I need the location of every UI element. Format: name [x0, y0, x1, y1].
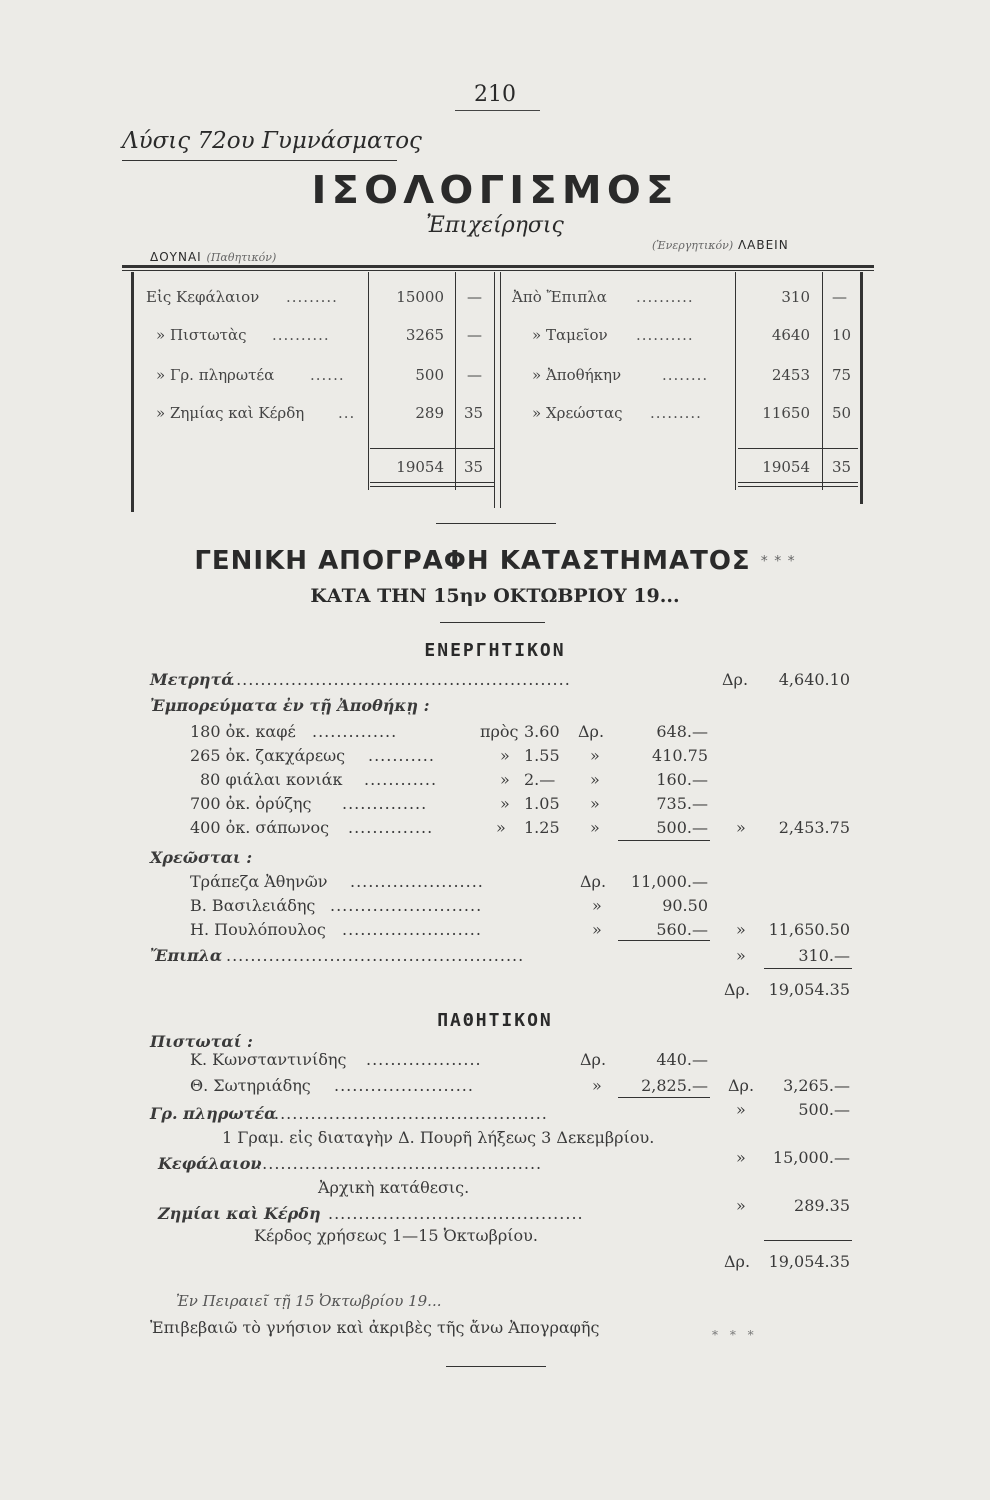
leader-dots: ................................................ — [250, 1154, 543, 1173]
subtotal-rule — [618, 1097, 710, 1098]
credit-row-label: » Ἀποθήκην — [532, 366, 622, 384]
debit-row-cents: — — [467, 288, 482, 306]
liabilities-heading: ΠΑΘΗΤΙΚΟΝ — [437, 1010, 553, 1031]
table-col-rule — [500, 272, 501, 508]
table-top-rule-thin — [122, 270, 874, 271]
debtors-label: Χρεῶσται : — [150, 848, 253, 867]
credit-row-cents: 10 — [832, 326, 852, 344]
goods-item-label: 265 ὀκ. ζακχάρεως — [190, 746, 346, 765]
debtor-label: Τράπεζα Ἀθηνῶν — [190, 872, 328, 891]
goods-item-currency: » — [590, 770, 600, 789]
debit-row-amount: 289 — [415, 404, 444, 422]
debit-header-label: ΔΟΥΝΑΙ — [150, 250, 202, 264]
balance-title: ΙΣΟΛΟΓΙΣΜΟΣ — [311, 168, 679, 212]
debtor-label: Β. Βασιλειάδης — [190, 896, 316, 915]
debit-row-amount: 3265 — [405, 326, 444, 344]
credit-row-cents: 50 — [832, 404, 852, 422]
goods-item-rate: 3.60 — [524, 722, 560, 741]
certification: Ἐπιβεβαιῶ τὸ γνήσιον καὶ ἀκριβὲς τῆς ἄνω Ἀπογραφῆς — [150, 1318, 600, 1337]
goods-item-rate-prefix: » — [500, 746, 510, 765]
debtor-label: Η. Πουλόπουλος — [190, 920, 326, 939]
goods-item-value: 648.— — [656, 722, 708, 741]
leader-dots: ........... — [368, 746, 435, 765]
credit-row-amount: 11650 — [762, 404, 810, 422]
notes-currency: » — [736, 1100, 746, 1119]
balance-subtitle: Ἐπιχείρησις — [426, 213, 564, 238]
assets-heading: ΕΝΕΡΓΗΤΙΚΟΝ — [424, 640, 566, 661]
leader-dots: ........................................................ — [230, 670, 571, 689]
credit-row-label: Ἀπὸ Ἔπιπλα — [512, 288, 607, 306]
credit-row-amount: 310 — [781, 288, 810, 306]
debit-row-label: » Ζημίας καὶ Κέρδη — [156, 404, 305, 422]
goods-item-rate: 2.— — [524, 770, 556, 789]
leader-dots: ................... — [366, 1050, 482, 1069]
subtotal-rule — [618, 840, 710, 841]
credit-header — [652, 238, 789, 252]
pl-label: Ζημίαι καὶ Κέρδη — [158, 1204, 321, 1223]
goods-item-rate-prefix: » — [496, 818, 506, 837]
exercise-title-underline — [122, 160, 397, 161]
credit-row-amount: 2453 — [771, 366, 810, 384]
debit-row-amount: 500 — [415, 366, 444, 384]
creditor-value: 440.— — [656, 1050, 708, 1069]
exercise-title: Λύσις 72ου Γυμνάσματος — [122, 128, 422, 154]
debit-total-cents: 35 — [464, 458, 484, 476]
leader-dots: ......... — [650, 404, 702, 422]
total-double-rule — [370, 486, 494, 487]
inventory-title-text: ΓΕΝΙΚΗ ΑΠΟΓΡΑΦΗ ΚΑΤΑΣΤΗΜΑΤΟΣ — [194, 546, 751, 576]
cash-value: 4,640.10 — [778, 670, 850, 689]
goods-item-currency: Δρ. — [578, 722, 605, 741]
furniture-label: Ἔπιπλα — [150, 946, 223, 965]
creditor-currency: » — [592, 1076, 602, 1095]
leader-dots: .......... — [272, 326, 330, 344]
debtor-currency: Δρ. — [580, 872, 607, 891]
capital-value: 15,000.— — [772, 1148, 850, 1167]
creditors-total-currency: Δρ. — [728, 1076, 755, 1095]
leader-dots: ......................... — [330, 896, 483, 915]
leader-dots: .......... — [636, 326, 694, 344]
table-col-rule — [822, 272, 823, 490]
debtor-value: 90.50 — [662, 896, 708, 915]
debit-row-amount: 15000 — [396, 288, 444, 306]
leader-dots: ....................... — [334, 1076, 474, 1095]
leader-dots: ................................................. — [226, 946, 525, 965]
capital-label: Κεφάλαιον — [158, 1154, 262, 1173]
goods-item-label: 180 ὀκ. καφέ — [190, 722, 296, 741]
leader-dots: ......... — [286, 288, 338, 306]
table-col-rule — [368, 272, 369, 490]
total-double-rule — [738, 486, 858, 487]
leader-dots: .............. — [312, 722, 398, 741]
credit-header-label: ΛΑΒΕΙΝ — [737, 238, 789, 252]
debit-row-cents: — — [467, 326, 482, 344]
total-rule — [738, 448, 858, 449]
goods-item-value: 735.— — [656, 794, 708, 813]
goods-item-rate: 1.05 — [524, 794, 560, 813]
goods-item-value: 500.— — [656, 818, 708, 837]
debit-row-label: Εἰς Κεφάλαιον — [146, 288, 260, 306]
debit-row-label: » Πιστωτὰς — [156, 326, 247, 344]
page-number: 210 — [474, 82, 516, 107]
table-right-border — [860, 272, 863, 504]
cash-label: Μετρητά — [150, 670, 234, 689]
section-divider — [436, 523, 556, 524]
credit-total-amount: 19054 — [762, 458, 810, 476]
goods-item-value: 160.— — [656, 770, 708, 789]
goods-item-rate: 1.55 — [524, 746, 560, 765]
capital-currency: » — [736, 1148, 746, 1167]
page-end-rule — [446, 1366, 546, 1367]
leader-dots: ...................... — [350, 872, 484, 891]
assets-total-value: 19,054.35 — [768, 980, 850, 999]
liabilities-total-currency: Δρ. — [724, 1252, 751, 1271]
leader-dots: .............. — [342, 794, 428, 813]
debtors-total-currency: » — [736, 920, 746, 939]
leader-dots: ... — [338, 404, 356, 422]
leader-dots: ............ — [364, 770, 438, 789]
goods-item-label: 700 ὀκ. ὀρύζης — [190, 794, 312, 813]
inventory-subtitle: ΚΑΤΑ ΤΗΝ 15ην ΟΚΤΩΒΡΙΟΥ 19... — [310, 585, 680, 607]
total-double-rule — [370, 482, 494, 483]
goods-item-label: 400 ὀκ. σάπωνος — [190, 818, 330, 837]
goods-item-rate-prefix: πρὸς — [480, 722, 519, 741]
goods-item-label: 80 φιάλαι κονιάκ — [200, 770, 343, 789]
credit-total-cents: 35 — [832, 458, 852, 476]
leader-dots: ...... — [310, 366, 345, 384]
debit-header-sub: (Παθητικόν) — [206, 251, 277, 264]
pl-value: 289.35 — [794, 1196, 850, 1215]
notes-description: 1 Γραμ. εἰς διαταγὴν Δ. Πουρῆ λήξεως 3 Δεκεμβρίου. — [222, 1128, 655, 1147]
credit-row-cents: 75 — [832, 366, 852, 384]
pl-currency: » — [736, 1196, 746, 1215]
leader-dots: .......................................... — [328, 1204, 584, 1223]
assets-total-currency: Δρ. — [724, 980, 751, 999]
goods-label: Ἐμπορεύματα ἐν τῇ Ἀποθήκῃ : — [150, 696, 430, 715]
inventory-title — [0, 546, 990, 576]
credit-header-sub: (Ἐνεργητικόν) — [652, 239, 734, 252]
creditors-total-value: 3,265.— — [783, 1076, 850, 1095]
debit-total-amount: 19054 — [396, 458, 444, 476]
goods-item-currency: » — [590, 794, 600, 813]
debtor-currency: » — [592, 920, 602, 939]
section-divider — [440, 622, 545, 623]
page-number-rule — [455, 110, 540, 111]
total-rule — [764, 968, 852, 969]
furniture-currency: » — [736, 946, 746, 965]
cash-currency: Δρ. — [722, 670, 749, 689]
creditor-label: Κ. Κωνσταντινίδης — [190, 1050, 347, 1069]
goods-total-value: 2,453.75 — [778, 818, 850, 837]
debit-header — [150, 250, 276, 264]
creditor-value: 2,825.— — [641, 1076, 708, 1095]
goods-item-currency: » — [590, 818, 600, 837]
debtor-value: 11,000.— — [630, 872, 708, 891]
liabilities-total-value: 19,054.35 — [768, 1252, 850, 1271]
table-col-rule — [735, 272, 736, 490]
furniture-value: 310.— — [798, 946, 850, 965]
bottom-stars: * * * — [712, 1328, 758, 1342]
credit-row-cents: — — [832, 288, 847, 306]
debtors-total-value: 11,650.50 — [768, 920, 850, 939]
notes-label: Γρ. πληρωτέα — [150, 1104, 277, 1123]
total-double-rule — [738, 482, 858, 483]
table-left-border — [131, 272, 134, 512]
debtor-value: 560.— — [656, 920, 708, 939]
capital-description: Ἀρχικὴ κατάθεσις. — [318, 1178, 470, 1197]
goods-total-currency: » — [736, 818, 746, 837]
total-rule — [370, 448, 494, 449]
creditor-currency: Δρ. — [580, 1050, 607, 1069]
creditors-label: Πιστωταί : — [150, 1032, 253, 1051]
subtotal-rule — [618, 940, 710, 941]
debtor-currency: » — [592, 896, 602, 915]
goods-item-value: 410.75 — [652, 746, 708, 765]
credit-row-label: » Χρεώστας — [532, 404, 623, 422]
debit-row-cents: 35 — [464, 404, 484, 422]
goods-item-rate: 1.25 — [524, 818, 560, 837]
goods-item-rate-prefix: » — [500, 770, 510, 789]
place-date: Ἐν Πειραιεῖ τῇ 15 Ὀκτωβρίου 19... — [176, 1292, 442, 1310]
inventory-title-stars: * * * — [760, 553, 796, 570]
table-col-rule — [494, 272, 495, 508]
credit-row-label: » Ταμεῖον — [532, 326, 608, 344]
leader-dots: ............................................. — [274, 1104, 548, 1123]
pl-description: Κέρδος χρήσεως 1—15 Ὀκτωβρίου. — [254, 1226, 538, 1245]
goods-item-currency: » — [590, 746, 600, 765]
table-top-rule — [122, 265, 874, 268]
leader-dots: .......... — [636, 288, 694, 306]
leader-dots: ....................... — [342, 920, 482, 939]
notes-value: 500.— — [798, 1100, 850, 1119]
leader-dots: ........ — [662, 366, 709, 384]
credit-row-amount: 4640 — [771, 326, 810, 344]
leader-dots: .............. — [348, 818, 434, 837]
creditor-label: Θ. Σωτηριάδης — [190, 1076, 311, 1095]
goods-item-rate-prefix: » — [500, 794, 510, 813]
debit-row-cents: — — [467, 366, 482, 384]
debit-row-label: » Γρ. πληρωτέα — [156, 366, 275, 384]
total-rule — [764, 1240, 852, 1241]
table-col-rule — [455, 272, 456, 490]
